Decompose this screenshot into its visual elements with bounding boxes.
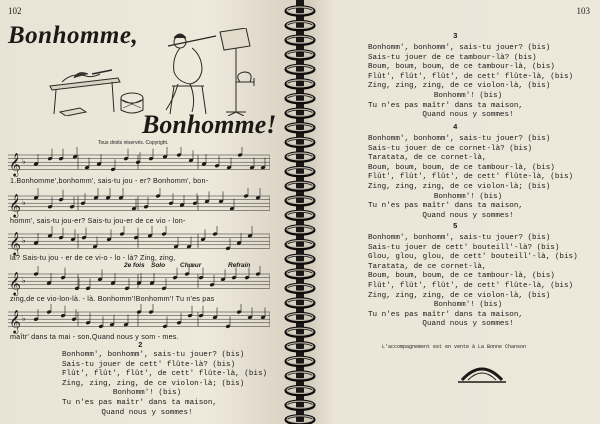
music-staff <box>8 147 270 177</box>
verse-line: Sais-tu jouer de cett' flûte-là? (bis) <box>62 360 236 369</box>
svg-text:𝄞: 𝄞 <box>9 152 21 176</box>
verse-line: Flût', flût', flût', de cett' flûte-là, (bis) <box>368 173 574 182</box>
choeur-mark: Chœur <box>180 262 202 269</box>
song-title-line2: Bonhomme! <box>142 110 277 139</box>
verse-line: Zing, zing, zing, de ce violon-là, (bis) <box>368 82 551 91</box>
left-page <box>0 0 296 424</box>
verse-line: Boum, boum, boum, de ce tambour-là, (bis) <box>368 63 555 72</box>
verse-line: Quand nous y sommes! <box>422 211 514 220</box>
verse-2 <box>62 351 268 418</box>
verse-line: Sais-tu jouer de ce cornet-là? (bis) <box>368 144 533 153</box>
page-number-right: 103 <box>576 6 590 16</box>
verse-line: Quand nous y sommes! <box>101 408 193 417</box>
verse-line: Flût', flût', flût', de cett' flûte-là, (bis) <box>368 281 574 290</box>
svg-text:♭: ♭ <box>22 276 26 285</box>
svg-text:𝄞: 𝄞 <box>9 309 21 333</box>
verse-line: Zing, zing, zing, de ce violon-là, (bis) <box>368 291 551 300</box>
song-title-line1: Bonhomme, <box>8 22 139 49</box>
verse-line: Tu n'es pas maîtr' dans ta maison, <box>368 202 523 211</box>
verse-line: Bonhomm', bonhomm', sais-tu jouer? (bis) <box>62 351 245 359</box>
verse-line: Bonhomm'! (bis) <box>433 192 503 201</box>
svg-text:♭: ♭ <box>22 198 26 207</box>
verse-4 <box>368 135 574 221</box>
solo-mark: Solo <box>151 262 166 269</box>
page-number-left: 102 <box>8 6 22 16</box>
refrain-mark: Refrain <box>228 262 251 269</box>
verse-3 <box>368 44 574 121</box>
music-staff <box>8 266 270 296</box>
svg-text:♭: ♭ <box>22 157 26 166</box>
verse-5 <box>368 234 578 330</box>
verse-line: Quand nous y sommes! <box>422 320 514 329</box>
musicians-illustration <box>40 28 260 116</box>
verse-line: Taratata, de ce cornet-là, <box>368 154 487 163</box>
music-lyric-line: là? Sais-tu jou - er de ce vi-o - lo - là? Zing, zing, <box>10 253 176 262</box>
verse-line: Zing, zing, zing, de ce violon-là; (bis) <box>368 182 551 191</box>
verse-line: Tu n'es pas maîtr' dans ta maison, <box>62 398 217 407</box>
verse-line: Bonhomm'! (bis) <box>112 389 182 398</box>
verse-line: Bonhomm', bonhomm', sais-tu jouer? (bis) <box>368 44 551 52</box>
verse-line: Flût', flût', flût', de cett' flûte-là, (bis) <box>368 72 574 81</box>
verse-line: Glou, glou, glou, de cett' bouteill'-là, (bis) <box>368 253 578 262</box>
music-lyric-line: 1.Bonhomme',bonhomm', sais-tu jou - er? Bonhomm', bon- <box>10 176 209 185</box>
svg-text:𝄞: 𝄞 <box>9 271 21 295</box>
svg-text:𝄞: 𝄞 <box>9 231 21 255</box>
verse-line: Tu n'es pas maîtr' dans ta maison, <box>368 101 523 110</box>
verse-line: Sais-tu jouer de cett' bouteill'-là? (bis) <box>368 243 560 252</box>
verse-line: Bonhomm', bonhomm', sais-tu jouer? (bis) <box>368 135 551 143</box>
verse-line: Boum, boum, boum, de ce tambour-là, (bis) <box>368 163 555 172</box>
verse-line: Bonhomm', bonhomm', sais-tu jouer? (bis) <box>368 234 551 242</box>
verse-number: 4 <box>453 124 458 132</box>
music-lyric-line: homm', sais-tu jou-er? Sais-tu jou-er de ce vio - lon- <box>10 216 186 225</box>
verse-line: Flût', flût', flût', de cett' flûte-là, (bis) <box>62 370 268 379</box>
verse-number: 5 <box>453 223 458 231</box>
repeat-mark: 2e fois <box>124 262 145 269</box>
music-staff <box>8 304 270 334</box>
verse-line: Bonhomm'! (bis) <box>433 91 503 100</box>
verse-number: 2 <box>138 342 143 350</box>
svg-text:♭: ♭ <box>22 236 26 245</box>
verse-line: Tu n'es pas maîtr' dans ta maison, <box>368 310 523 319</box>
spiral-binding <box>278 0 322 424</box>
music-staff <box>8 188 270 218</box>
verse-line: Bonhomm'! (bis) <box>433 301 503 310</box>
publisher-emblem-icon <box>452 358 512 386</box>
verse-line: Zing, zing, zing, de ce violon-là; (bis) <box>62 379 245 388</box>
accompaniment-note: L'accompagnement est en vente à La Bonne Chanson <box>382 344 527 350</box>
verse-number: 3 <box>453 33 458 41</box>
copyright-notice: Tous droits réservés. Copyright. <box>98 140 169 146</box>
music-lyric-line: maîtr' dans ta mai - son,Quand nous y som - mes. <box>10 332 179 341</box>
music-staff <box>8 226 270 256</box>
verse-line: Boum, boum, boum, de ce tambour-là, (bis) <box>368 272 555 281</box>
verse-line: Sais-tu jouer de ce tambour-là? (bis) <box>368 53 537 62</box>
music-lyric-line: zing,de ce vio-lon-là. - là. Bonhomm'!Bonhomm'! Tu n'es pas <box>10 294 215 303</box>
verse-line: Quand nous y sommes! <box>422 111 514 120</box>
svg-text:♭: ♭ <box>22 314 26 323</box>
verse-line: Taratata, de ce cornet-là, <box>368 262 487 271</box>
svg-text:𝄞: 𝄞 <box>9 193 21 217</box>
